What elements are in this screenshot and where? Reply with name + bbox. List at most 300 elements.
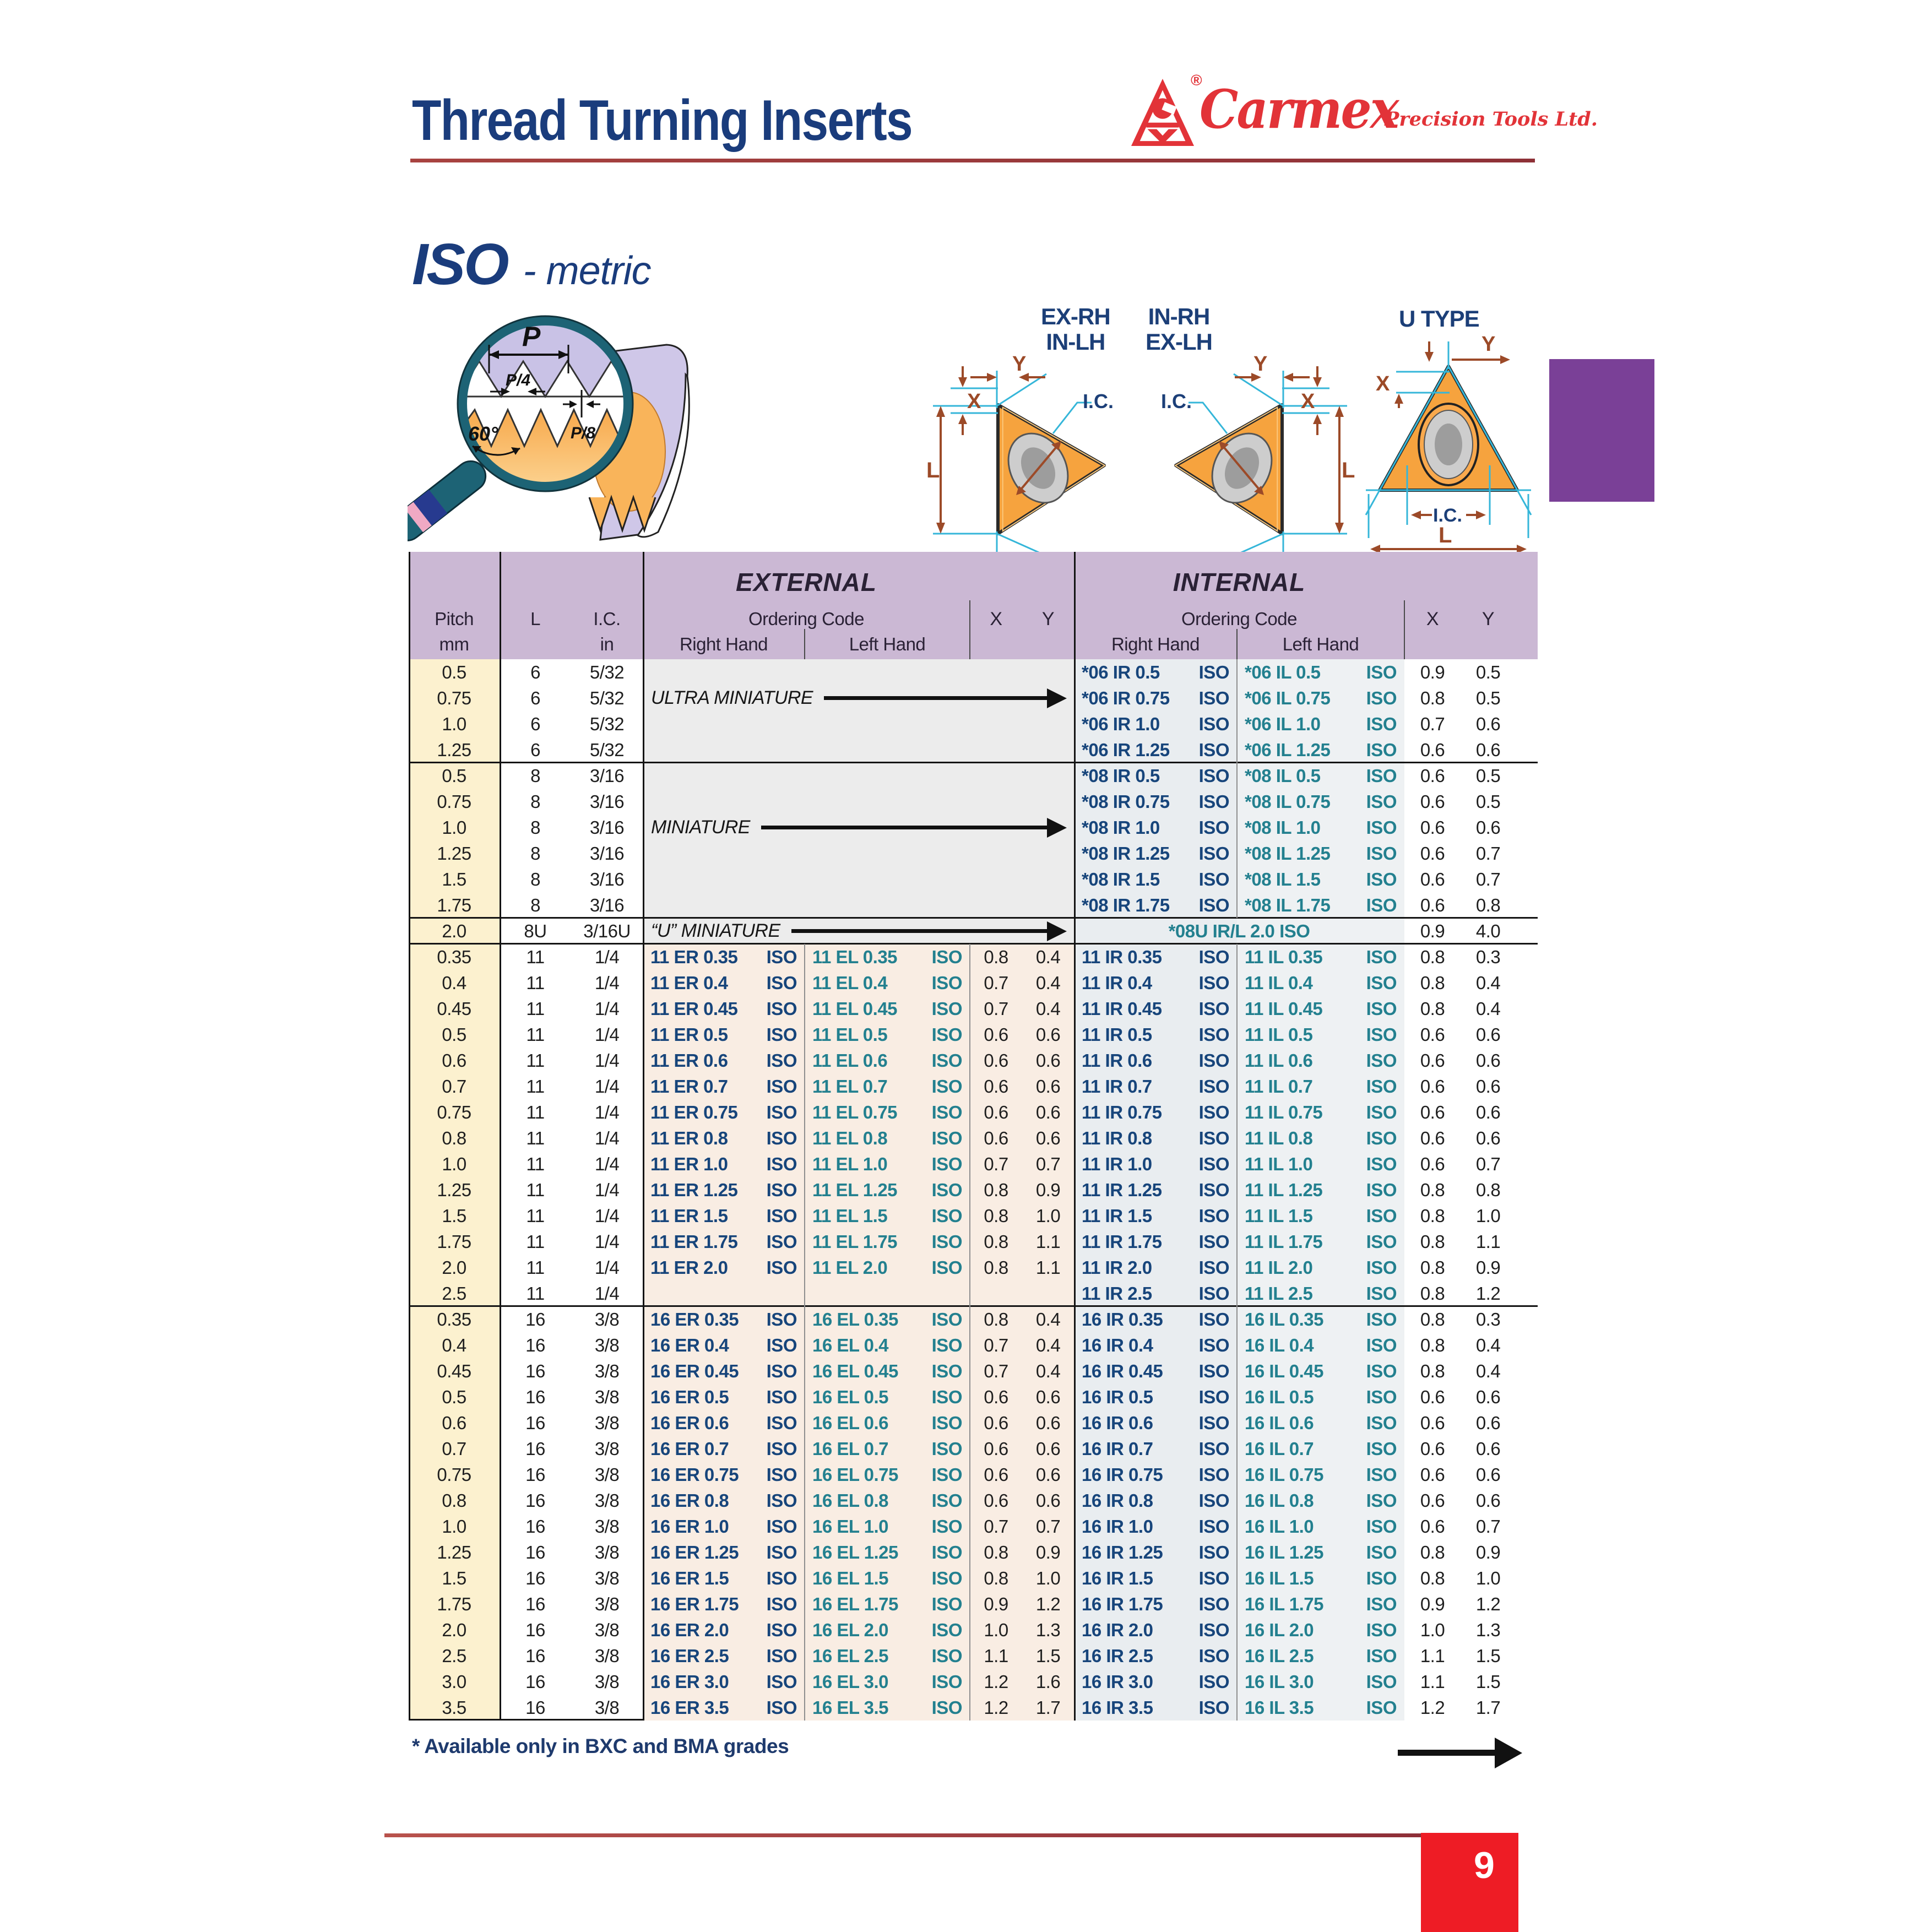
cell-code-er — [643, 1591, 805, 1617]
cell-x-external — [970, 840, 1022, 866]
grid-vline — [804, 1306, 805, 1721]
cell-code-er — [643, 1669, 805, 1695]
cell-code-ir — [1074, 1177, 1237, 1203]
code-part: 11 IL 0.45 — [1245, 998, 1323, 1019]
cell-l: 8 — [530, 766, 540, 786]
cell-l: 16 — [525, 1594, 545, 1614]
cell-pitch: 0.5 — [442, 1024, 466, 1045]
cell-x-external: 0.6 — [984, 1128, 1008, 1148]
code-part: 16 IL 0.35 — [1245, 1309, 1324, 1329]
cell-code-er — [643, 1099, 805, 1125]
cell-ic: 3/8 — [594, 1671, 620, 1692]
code-part: 16 ER 0.35 — [650, 1309, 739, 1329]
code-part: *08 IL 0.5 — [1245, 765, 1321, 786]
cell-ic: 3/8 — [594, 1594, 620, 1614]
cell-code-er — [643, 1177, 805, 1203]
cell-code-ir — [1074, 1280, 1237, 1306]
registered-mark: ® — [1191, 72, 1202, 89]
cell-pitch: 1.0 — [442, 1516, 466, 1537]
cell-code-el — [805, 944, 970, 970]
header-ordering-code-internal: Ordering Code — [1181, 609, 1297, 629]
code-part: ISO — [1198, 1619, 1229, 1640]
cell-ic: 3/16U — [583, 921, 631, 941]
code-part: ISO — [1198, 894, 1229, 915]
code-part: 11 ER 0.6 — [650, 1050, 728, 1071]
cell-x-external: 1.2 — [984, 1671, 1008, 1692]
footnote: * Available only in BXC and BMA grades — [412, 1735, 789, 1757]
cell-pitch: 1.25 — [437, 1180, 471, 1200]
cell-ic: 1/4 — [594, 973, 620, 993]
cell-code-er — [643, 1384, 805, 1410]
cell-l: 8 — [530, 843, 540, 864]
code-part: 16 EL 3.5 — [812, 1697, 888, 1718]
iso-word: ISO — [412, 232, 508, 297]
cell-l: 11 — [526, 1231, 545, 1252]
cell-y-internal: 0.6 — [1475, 1102, 1501, 1122]
cell-y-internal: 0.5 — [1475, 766, 1501, 786]
cell-y-internal: 1.5 — [1475, 1646, 1501, 1666]
cell-code-il — [1237, 1462, 1404, 1488]
code-part: 16 ER 0.45 — [650, 1360, 739, 1381]
cell-l: 8 — [530, 869, 540, 889]
code-part: 16 ER 3.5 — [650, 1697, 729, 1718]
cell-ic: 5/32 — [589, 662, 625, 682]
cell-y-external: 1.6 — [1035, 1671, 1061, 1692]
grid-vline — [1236, 659, 1238, 763]
cell-y-internal: 0.8 — [1475, 895, 1501, 915]
cell-pitch: 0.45 — [437, 1361, 471, 1381]
code-part: ISO — [1198, 1050, 1229, 1071]
cell-x-internal: 1.1 — [1420, 1671, 1445, 1692]
code-part: ISO — [931, 1153, 962, 1174]
code-part: ISO — [1366, 1205, 1397, 1226]
cell-code-er — [643, 1073, 805, 1099]
code-part: ISO — [1198, 1542, 1229, 1562]
cell-code-il — [1237, 1099, 1404, 1125]
code-part: ISO — [1366, 1309, 1397, 1329]
cell-y-internal: 0.6 — [1475, 1076, 1501, 1097]
cell-code-il — [1237, 970, 1404, 996]
cell-l: 16 — [525, 1516, 545, 1537]
code-part: 11 IR 0.6 — [1082, 1050, 1152, 1071]
cell-x-internal: 0.6 — [1420, 869, 1445, 889]
cell-code-el — [805, 1358, 970, 1384]
cell-x-external: 0.8 — [984, 1568, 1008, 1588]
title-rule — [410, 159, 1535, 162]
cell-code-er — [643, 1436, 805, 1462]
code-part: 11 IR 1.75 — [1082, 1231, 1162, 1252]
cell-x-external: 1.0 — [984, 1620, 1008, 1640]
code-part: 16 IR 2.0 — [1082, 1619, 1153, 1640]
cell-x-internal: 1.1 — [1420, 1646, 1445, 1666]
cell-ic: 3/16 — [589, 766, 625, 786]
code-part: ISO — [931, 1516, 962, 1537]
code-part: 16 ER 1.5 — [650, 1567, 729, 1588]
cell-code-er — [643, 1358, 805, 1384]
code-part: 16 EL 1.75 — [812, 1593, 898, 1614]
cell-x-internal: 0.9 — [1420, 1594, 1445, 1614]
code-part: ISO — [766, 1076, 797, 1097]
grid-vline — [1404, 600, 1405, 659]
cell-y-external: 0.4 — [1035, 1335, 1061, 1355]
cell-code-ir — [1074, 1099, 1237, 1125]
code-part: 11 EL 0.8 — [812, 1127, 888, 1148]
cell-y-external: 0.7 — [1035, 1154, 1061, 1174]
cell-code-il — [1237, 1048, 1404, 1073]
cell-ic: 1/4 — [594, 1050, 620, 1071]
code-part: ISO — [1366, 687, 1397, 708]
cell-code-ir — [1074, 1436, 1237, 1462]
code-part: ISO — [766, 998, 797, 1019]
grid-vline — [643, 552, 644, 1721]
code-part: 11 IL 2.0 — [1245, 1257, 1313, 1278]
cell-y-external: 0.6 — [1035, 1128, 1061, 1148]
cell-pitch: 2.0 — [442, 921, 466, 941]
cell-y-internal: 0.5 — [1475, 662, 1501, 682]
cell-x-external — [970, 763, 1022, 789]
cell-ic: 5/32 — [589, 714, 625, 734]
cell-code-ir — [1074, 815, 1237, 840]
cell-code-el — [805, 1565, 970, 1591]
cell-ic: 3/8 — [594, 1335, 620, 1355]
cell-code-el — [805, 1539, 970, 1565]
cell-y-external: 0.6 — [1035, 1102, 1061, 1122]
cell-x-internal: 0.6 — [1420, 843, 1445, 864]
header-ic: I.C. — [593, 609, 621, 629]
cell-y-external: 0.4 — [1035, 947, 1061, 967]
cell-code-il — [1237, 1384, 1404, 1410]
cell-pitch: 1.75 — [437, 1231, 471, 1252]
code-part: ISO — [1366, 817, 1397, 838]
cell-code-er — [643, 1255, 805, 1280]
cell-x-external — [970, 1280, 1022, 1306]
cell-x-internal: 0.6 — [1420, 817, 1445, 838]
page-title: Thread Turning Inserts — [412, 89, 912, 153]
code-part: *08 IR 0.5 — [1082, 765, 1160, 786]
header-pitch-unit: mm — [439, 634, 469, 654]
cell-code-il — [1237, 1358, 1404, 1384]
cell-x-external: 0.6 — [984, 1490, 1008, 1511]
cell-x-external: 0.7 — [984, 1361, 1008, 1381]
cell-code-el — [805, 1669, 970, 1695]
code-part: 11 EL 2.0 — [812, 1257, 888, 1278]
cell-l: 6 — [530, 714, 540, 734]
code-part: 16 ER 1.25 — [650, 1542, 739, 1562]
code-part: 16 EL 1.0 — [812, 1516, 888, 1537]
cell-x-internal: 0.8 — [1420, 688, 1445, 708]
cell-x-internal: 0.6 — [1420, 1516, 1445, 1537]
insert2-dim-x: X — [1301, 390, 1315, 413]
cell-code-il — [1237, 1410, 1404, 1436]
code-part: ISO — [1198, 1671, 1229, 1692]
code-part: *06 IL 0.75 — [1245, 687, 1331, 708]
cell-pitch: 0.5 — [442, 766, 466, 786]
cell-ic: 1/4 — [594, 947, 620, 967]
code-part: ISO — [1366, 843, 1397, 864]
cell-ic: 1/4 — [594, 1206, 620, 1226]
annotation-arrow-line — [791, 929, 1047, 933]
cell-ic: 3/8 — [594, 1568, 620, 1588]
code-part: ISO — [1198, 1567, 1229, 1588]
cell-y-internal: 1.5 — [1475, 1671, 1501, 1692]
code-part: ISO — [1366, 1490, 1397, 1511]
bottom-rule — [384, 1833, 1421, 1837]
code-part: ISO — [1366, 1076, 1397, 1097]
code-part: ISO — [1366, 1645, 1397, 1666]
cell-x-internal: 0.8 — [1420, 1206, 1445, 1226]
cell-code-il — [1237, 1539, 1404, 1565]
code-part: 16 ER 1.0 — [650, 1516, 729, 1537]
cell-code-il — [1237, 1643, 1404, 1669]
cell-y-internal: 1.2 — [1475, 1283, 1501, 1304]
cell-l: 16 — [525, 1671, 545, 1692]
code-part: ISO — [1366, 1024, 1397, 1045]
code-part: 11 IR 0.5 — [1082, 1024, 1152, 1045]
cell-x-internal: 0.8 — [1420, 1283, 1445, 1304]
cell-pitch: 0.6 — [442, 1413, 466, 1433]
cell-l: 11 — [526, 1024, 545, 1045]
cell-code-il — [1237, 737, 1404, 763]
code-part: 16 EL 2.0 — [812, 1619, 888, 1640]
carmex-logo-icon — [1130, 77, 1195, 148]
code-part: 16 EL 1.25 — [812, 1542, 898, 1562]
cell-y-external: 0.6 — [1035, 1387, 1061, 1407]
code-part: ISO — [1366, 1231, 1397, 1252]
code-part: 16 IL 3.0 — [1245, 1671, 1314, 1692]
cell-y-external — [1022, 763, 1074, 789]
code-part: 11 ER 0.75 — [650, 1101, 738, 1122]
cell-x-external — [970, 711, 1022, 737]
code-part: 11 IL 1.25 — [1245, 1179, 1323, 1200]
code-part: ISO — [1366, 1050, 1397, 1071]
cell-y-internal: 0.6 — [1475, 1464, 1501, 1485]
code-part: ISO — [766, 1619, 797, 1640]
cell-code-ir — [1074, 1229, 1237, 1255]
code-part: ISO — [1198, 1101, 1229, 1122]
cell-y-external: 0.6 — [1035, 1464, 1061, 1485]
code-part: 11 IL 1.75 — [1245, 1231, 1323, 1252]
cell-ic: 3/16 — [589, 791, 625, 812]
cell-l: 16 — [525, 1309, 545, 1329]
code-part: ISO — [931, 1490, 962, 1511]
cell-code-il — [1237, 1695, 1404, 1721]
cell-y-external — [1022, 789, 1074, 815]
code-part: 16 IR 3.5 — [1082, 1697, 1153, 1718]
cell-x-internal: 0.8 — [1420, 1257, 1445, 1278]
code-part: 11 IR 0.45 — [1082, 998, 1162, 1019]
code-part: ISO — [766, 1024, 797, 1045]
cell-pitch: 1.75 — [437, 895, 471, 915]
cell-y-external: 1.1 — [1035, 1257, 1061, 1278]
code-part: 16 ER 2.5 — [650, 1645, 729, 1666]
code-part: ISO — [766, 1153, 797, 1174]
cell-y-internal: 1.0 — [1475, 1568, 1501, 1588]
cell-l: 16 — [525, 1568, 545, 1588]
purple-tab — [1549, 359, 1654, 502]
code-part: ISO — [1198, 1386, 1229, 1407]
code-part: ISO — [1198, 1645, 1229, 1666]
code-part: *06 IL 0.5 — [1245, 661, 1321, 682]
insert1-dim-y: Y — [1012, 352, 1027, 376]
cell-l: 11 — [526, 947, 545, 967]
page-number: 9 — [1474, 1844, 1495, 1886]
cell-code-er — [643, 1048, 805, 1073]
cell-y-internal: 1.0 — [1475, 1206, 1501, 1226]
code-part: ISO — [766, 1464, 797, 1485]
code-part: ISO — [1198, 765, 1229, 786]
miniature-annotation — [651, 685, 1067, 711]
cell-x-external: 0.6 — [984, 1050, 1008, 1071]
cell-x-internal: 0.6 — [1420, 1128, 1445, 1148]
code-part: 16 IR 1.0 — [1082, 1516, 1153, 1537]
cell-x-external: 0.6 — [984, 1464, 1008, 1485]
code-part: *06 IR 0.75 — [1082, 687, 1170, 708]
code-part: ISO — [1198, 843, 1229, 864]
cell-code-il — [1237, 1669, 1404, 1695]
code-part: *08 IR 1.25 — [1082, 843, 1170, 864]
insert3-dim-ic: I.C. — [1433, 505, 1462, 526]
cell-code-ir — [1074, 892, 1237, 918]
code-part: ISO — [1366, 765, 1397, 786]
cell-code-il — [1237, 996, 1404, 1022]
cell-y-external: 1.2 — [1035, 1594, 1061, 1614]
cell-code-il — [1237, 1229, 1404, 1255]
code-part: 16 IL 0.6 — [1245, 1412, 1314, 1433]
code-part: 11 ER 0.5 — [650, 1024, 728, 1045]
cell-code-er — [643, 1151, 805, 1177]
code-part: ISO — [1366, 739, 1397, 760]
cell-y-external: 0.6 — [1035, 1024, 1061, 1045]
cell-x-external: 0.6 — [984, 1413, 1008, 1433]
cell-y-external: 1.7 — [1035, 1697, 1061, 1718]
code-part: ISO — [1366, 1360, 1397, 1381]
annotation-text: “U” MINIATURE — [651, 920, 780, 941]
cell-l: 11 — [526, 1076, 545, 1097]
insert-selection-table — [409, 552, 1538, 1721]
cell-y-internal: 0.6 — [1475, 1490, 1501, 1511]
cell-code-er — [643, 944, 805, 970]
code-part: ISO — [1198, 687, 1229, 708]
cell-x-external — [970, 659, 1022, 685]
header-pitch: Pitch — [435, 609, 474, 629]
cell-pitch: 2.5 — [442, 1646, 466, 1666]
code-part: ISO — [1366, 869, 1397, 889]
cell-l: 8 — [530, 817, 540, 838]
code-part: ISO — [766, 1542, 797, 1562]
cell-code-er — [643, 1410, 805, 1436]
cell-y-external: 0.6 — [1035, 1413, 1061, 1433]
cell-ic: 3/16 — [589, 895, 625, 915]
cell-x-internal: 0.8 — [1420, 973, 1445, 993]
cell-code-ir — [1074, 1539, 1237, 1565]
cell-code-el — [805, 1384, 970, 1410]
cell-code-il — [1237, 1203, 1404, 1229]
cell-code-ir — [1074, 1048, 1237, 1073]
cell-y-internal: 0.6 — [1475, 817, 1501, 838]
annotation-text: ULTRA MINIATURE — [651, 687, 813, 708]
cell-x-internal: 0.6 — [1420, 1024, 1445, 1045]
cell-x-internal: 0.8 — [1420, 1335, 1445, 1355]
cell-code-ir — [1074, 840, 1237, 866]
cell-code-ir — [1074, 1695, 1237, 1721]
code-part: 11 ER 0.35 — [650, 946, 738, 967]
code-part: ISO — [1198, 1127, 1229, 1148]
cell-ic: 3/16 — [589, 843, 625, 864]
code-part: 11 ER 0.45 — [650, 998, 738, 1019]
cell-ic: 3/8 — [594, 1516, 620, 1537]
code-part: ISO — [1198, 1309, 1229, 1329]
cell-code-il — [1237, 1488, 1404, 1513]
code-part: 11 ER 1.75 — [650, 1231, 738, 1252]
cell-ic: 1/4 — [594, 1231, 620, 1252]
code-part: ISO — [931, 1671, 962, 1692]
cell-pitch: 2.0 — [442, 1620, 466, 1640]
code-part: 11 IR 1.0 — [1082, 1153, 1152, 1174]
code-part: ISO — [1366, 1386, 1397, 1407]
code-part: 11 IL 0.8 — [1245, 1127, 1313, 1148]
insert1-dim-l: L — [926, 458, 940, 482]
insert3-dim-x: X — [1376, 372, 1390, 395]
header-left-hand-internal: Left Hand — [1282, 634, 1359, 654]
code-part: ISO — [931, 1231, 962, 1252]
cell-x-external: 0.7 — [984, 998, 1008, 1019]
cell-y-internal: 0.6 — [1475, 740, 1501, 760]
code-part: ISO — [1198, 1076, 1229, 1097]
cell-code-il — [1237, 711, 1404, 737]
code-part: ISO — [766, 1438, 797, 1459]
cell-ic: 3/8 — [594, 1646, 620, 1666]
code-part: *08 IL 1.75 — [1245, 894, 1331, 915]
code-part: 16 ER 1.75 — [650, 1593, 739, 1614]
code-part: ISO — [931, 1076, 962, 1097]
cell-code-ir — [1074, 1462, 1237, 1488]
cell-code-il — [1237, 685, 1404, 711]
code-part: 16 IL 0.7 — [1245, 1438, 1314, 1459]
cell-l: 16 — [525, 1387, 545, 1407]
code-part: 16 IL 0.8 — [1245, 1490, 1314, 1511]
cell-x-internal: 0.6 — [1420, 791, 1445, 812]
code-part: 16 IL 0.45 — [1245, 1360, 1324, 1381]
code-part: 11 IR 0.75 — [1082, 1101, 1162, 1122]
cell-ic: 3/8 — [594, 1464, 620, 1485]
code-part: 16 ER 0.8 — [650, 1490, 729, 1511]
cell-pitch: 3.5 — [442, 1697, 466, 1718]
cell-code-el — [805, 1306, 970, 1332]
code-part: 11 EL 1.0 — [812, 1153, 888, 1174]
miniature-annotation — [651, 918, 1067, 944]
code-part: ISO — [1198, 739, 1229, 760]
cell-code-ir — [1074, 1332, 1237, 1358]
cell-code-er — [643, 1488, 805, 1513]
code-part: ISO — [1198, 1257, 1229, 1278]
code-part: 11 IR 2.5 — [1082, 1283, 1152, 1304]
code-part: ISO — [1366, 1671, 1397, 1692]
cell-l: 16 — [525, 1490, 545, 1511]
header-ordering-code-external: Ordering Code — [748, 609, 864, 629]
code-part: *06 IL 1.25 — [1245, 739, 1331, 760]
cell-x-external — [970, 892, 1022, 918]
cell-ic: 1/4 — [594, 1257, 620, 1278]
code-part: 11 ER 1.0 — [650, 1153, 728, 1174]
cell-x-internal: 0.6 — [1420, 1102, 1445, 1122]
code-part: ISO — [931, 1619, 962, 1640]
cell-code-el — [805, 1048, 970, 1073]
cell-ic: 3/8 — [594, 1620, 620, 1640]
cell-code-er — [643, 1539, 805, 1565]
code-part: ISO — [931, 1697, 962, 1718]
cell-x-external: 1.1 — [984, 1646, 1008, 1666]
code-part: 16 IR 0.8 — [1082, 1490, 1153, 1511]
